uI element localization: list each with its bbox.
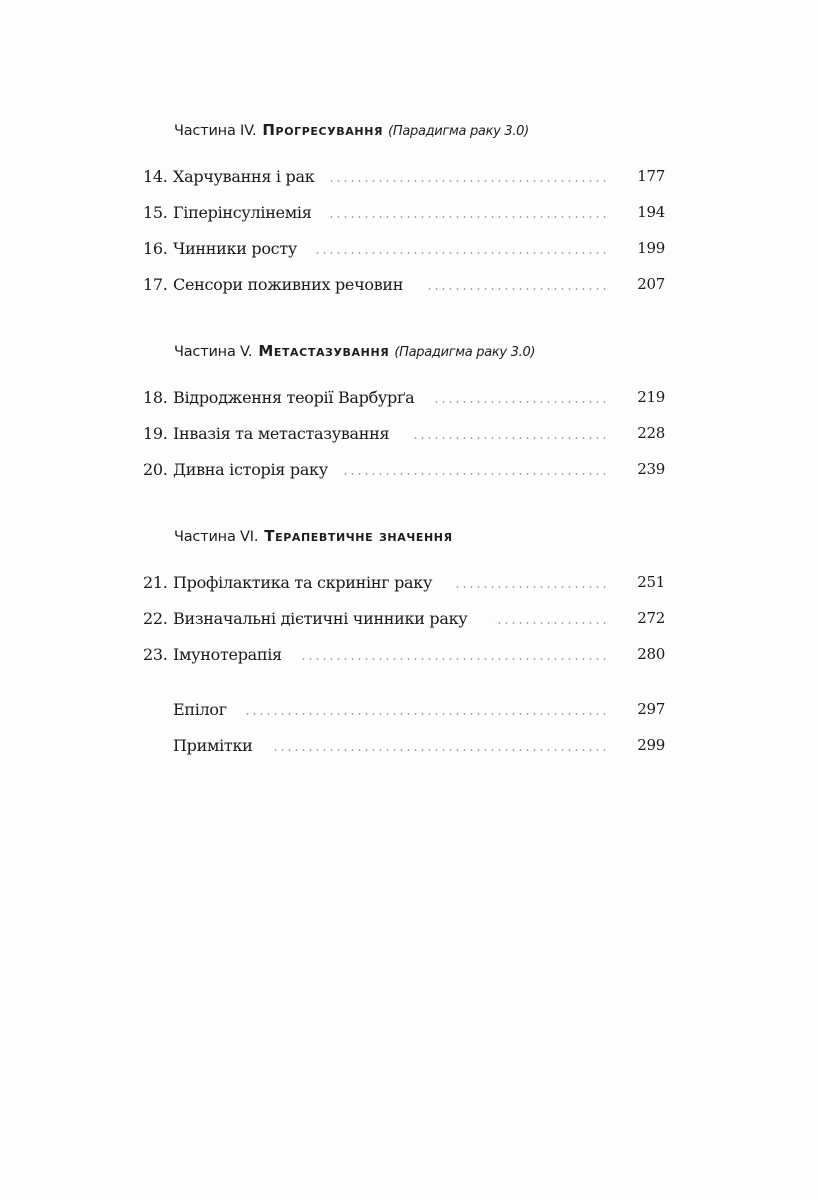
page-number: 228 [637,424,665,442]
page-number: 207 [637,275,665,293]
dot-leader [433,401,608,403]
part-title: Терапевтичне значення [264,527,453,545]
chapter-number: 16. [143,239,168,258]
toc-entry-21[interactable] [143,573,665,599]
chapter-title: Дивна історія раку [173,460,328,479]
chapter-title: Гіперінсулінемія [173,203,312,222]
chapter-title: Відродження теорії Варбурґа [173,388,415,407]
page-number: 299 [637,736,665,754]
page-number: 199 [637,239,665,257]
toc-entry-notes[interactable] [143,736,665,762]
chapter-number: 18. [143,388,168,407]
dot-leader [301,658,608,660]
chapter-number: 15. [143,203,168,222]
toc-entry-19[interactable] [143,424,665,450]
page-number: 194 [637,203,665,221]
chapter-title: Інвазія та метастазування [173,424,390,443]
page-number: 280 [637,645,665,663]
toc-entry-15[interactable] [143,203,665,229]
toc-entry-23[interactable] [143,645,665,671]
dot-leader [343,473,608,475]
toc-entry-16[interactable] [143,239,665,265]
page-number: 272 [637,609,665,627]
chapter-title: Епілог [173,700,227,719]
chapter-title: Харчування і рак [173,167,315,186]
toc-entry-17[interactable] [143,275,665,301]
toc-entry-18[interactable] [143,388,665,414]
dot-leader [411,437,608,439]
page-number: 297 [637,700,665,718]
chapter-number: 20. [143,460,168,479]
page-number: 177 [637,167,665,185]
part-heading-4 [174,121,529,139]
part-heading-6 [174,527,453,545]
page-number: 239 [637,460,665,478]
chapter-number: 22. [143,609,168,628]
chapter-title: Імунотерапія [173,645,282,664]
part-label: Частина IV. [174,123,257,139]
chapter-number: 23. [143,645,168,664]
dot-leader [493,622,608,624]
chapter-number: 17. [143,275,168,294]
part-label: Частина V. [174,344,253,360]
chapter-title: Профілактика та скринінг раку [173,573,433,592]
chapter-title: Визначальні дієтичні чинники раку [173,609,468,628]
chapter-number: 21. [143,573,168,592]
part-subtitle: (Парадигма раку 3.0) [388,124,529,139]
chapter-number: 14. [143,167,168,186]
page-number: 251 [637,573,665,591]
dot-leader [329,216,608,218]
chapter-title: Сенсори поживних речовин [173,275,404,294]
dot-leader [425,288,608,290]
part-label: Частина VI. [174,529,259,545]
part-heading-5 [174,342,535,360]
chapter-title: Чинники росту [173,239,297,258]
dot-leader [241,713,608,715]
part-title: Прогресування [262,121,384,139]
part-subtitle: (Парадигма раку 3.0) [394,345,536,360]
dot-leader [315,252,608,254]
chapter-title: Примітки [173,736,253,755]
chapter-number: 19. [143,424,168,443]
dot-leader [271,749,608,751]
dot-leader [331,180,608,182]
part-title: Метастазування [258,342,390,360]
toc-entry-14[interactable] [143,167,665,193]
toc-entry-22[interactable] [143,609,665,635]
page-number: 219 [637,388,665,406]
dot-leader [453,586,608,588]
toc-entry-epilogue[interactable] [143,700,665,726]
toc-entry-20[interactable] [143,460,665,486]
